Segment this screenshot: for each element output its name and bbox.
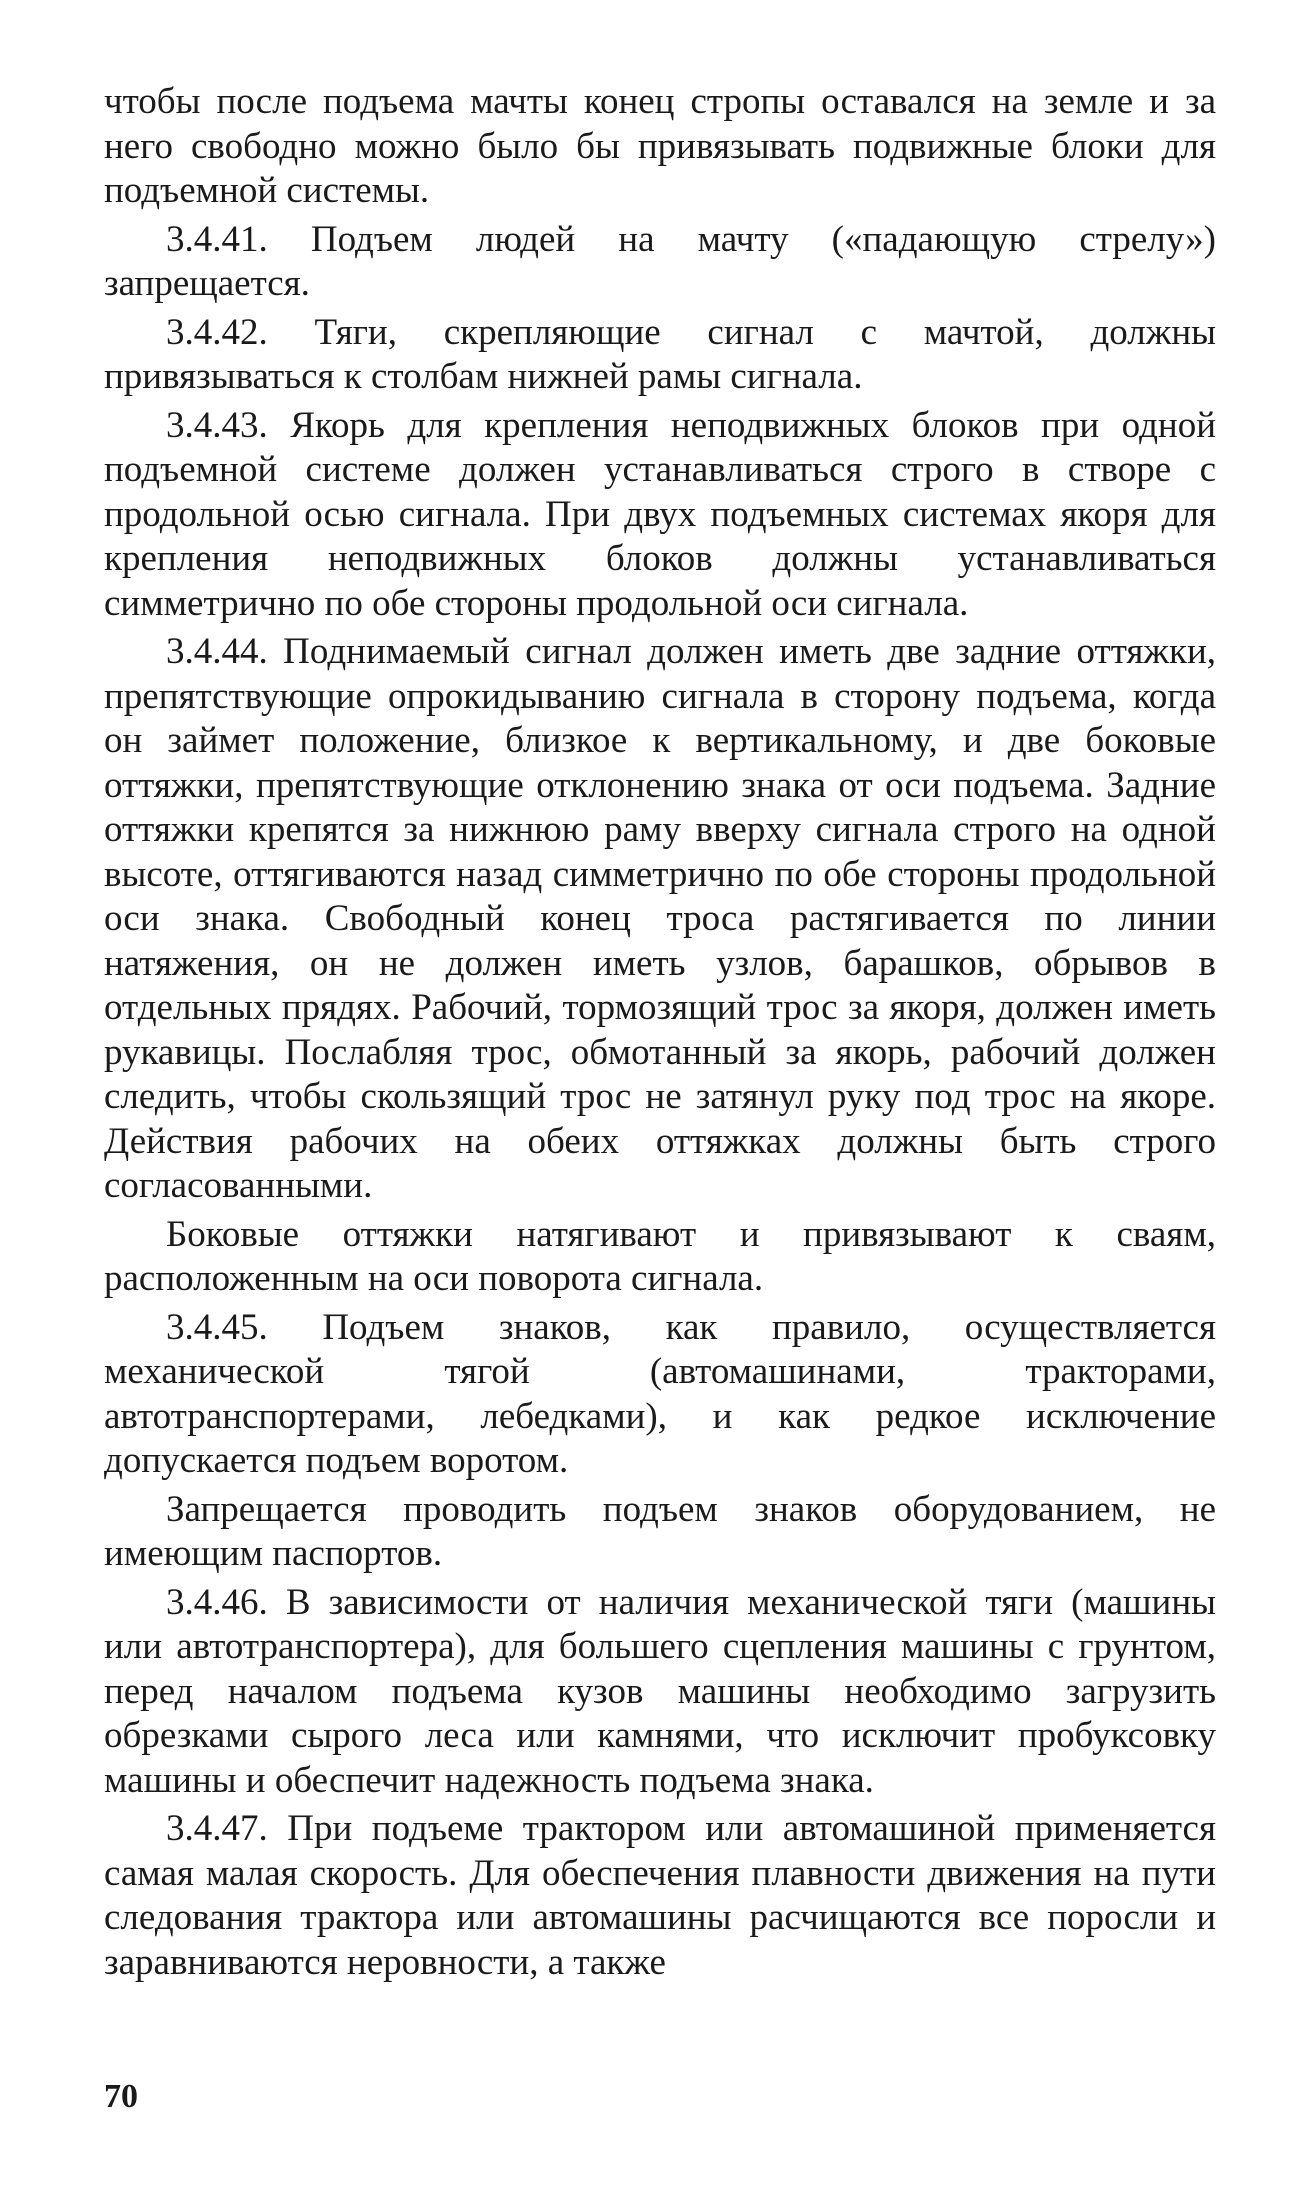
- page-body: [104, 80, 1216, 1989]
- paragraph-continuation: чтобы после подъема мачты конец стропы оставался на земле и за него свободно можно было бы привязывать подвижные блоки для подъемной системы.: [104, 81, 1216, 211]
- paragraph-3-4-47: 3.4.47. При подъеме трактором или автомашиной применяется самая малая скорость. Для обеспечения плавности движения на пути следования трактора или автомашины расчищаются все поросли и заравниваются неровности, а также: [104, 1808, 1216, 1983]
- page-number: 70: [104, 2078, 138, 2115]
- paragraph-3-4-46: 3.4.46. В зависимости от наличия механической тяги (машины или автотранспортера), для большего сцепления машины с грунтом, перед началом подъема кузов машины необходимо загрузить обрезками сырого леса или камнями, что исключит пробуксовку машины и обеспечит надежность подъема знака.: [104, 1581, 1216, 1801]
- paragraph-3-4-43: 3.4.43. Якорь для крепления неподвижных блоков при одной подъемной системе должен устанавливаться строго в створе с продольной осью сигнала. При двух подъемных системах якоря для крепления неподвижных блоков должны устанавливаться симметрично по обе стороны продольной оси сигнала.: [104, 404, 1216, 624]
- paragraph-3-4-41: 3.4.41. Подъем людей на мачту («падающую стрелу») запрещается.: [104, 218, 1216, 304]
- paragraph-3-4-45: 3.4.45. Подъем знаков, как правило, осуществляется механической тягой (автомашинами, тракторами, автотранспортерами, лебедками), и как редкое исключение допускается подъем воротом.: [104, 1306, 1216, 1481]
- paragraph-3-4-42: 3.4.42. Тяги, скрепляющие сигнал с мачтой, должны привязываться к столбам нижней рамы сигнала.: [104, 311, 1216, 397]
- paragraph-passport-prohibition: Запрещается проводить подъем знаков оборудованием, не имеющим паспортов.: [104, 1488, 1216, 1574]
- paragraph-side-guys: Боковые оттяжки натягивают и привязывают к сваям, расположенным на оси поворота сигнала.: [104, 1213, 1216, 1299]
- paragraph-3-4-44: 3.4.44. Поднимаемый сигнал должен иметь две задние оттяжки, препятствующие опрокидыванию сигнала в сторону подъема, когда он займет положение, близкое к вертикальному, и две боковые оттяжки, препятствующие отклонению знака от оси подъема. Задние оттяжки крепятся за нижнюю раму вверху сигнала строго на одной высоте, оттягиваются назад симметрично по обе стороны продольной оси знака. Свободный конец троса растягивается по линии натяжения, он не должен иметь узлов, барашков, обрывов в отдельных прядях. Рабочий, тормозящий трос за якоря, должен иметь рукавицы. Послабляя трос, обмотанный за якорь, рабочий должен следить, чтобы скользящий трос не затянул руку под трос на якоре. Действия рабочих на обеих оттяжках должны быть строго согласованными.: [104, 631, 1216, 1206]
